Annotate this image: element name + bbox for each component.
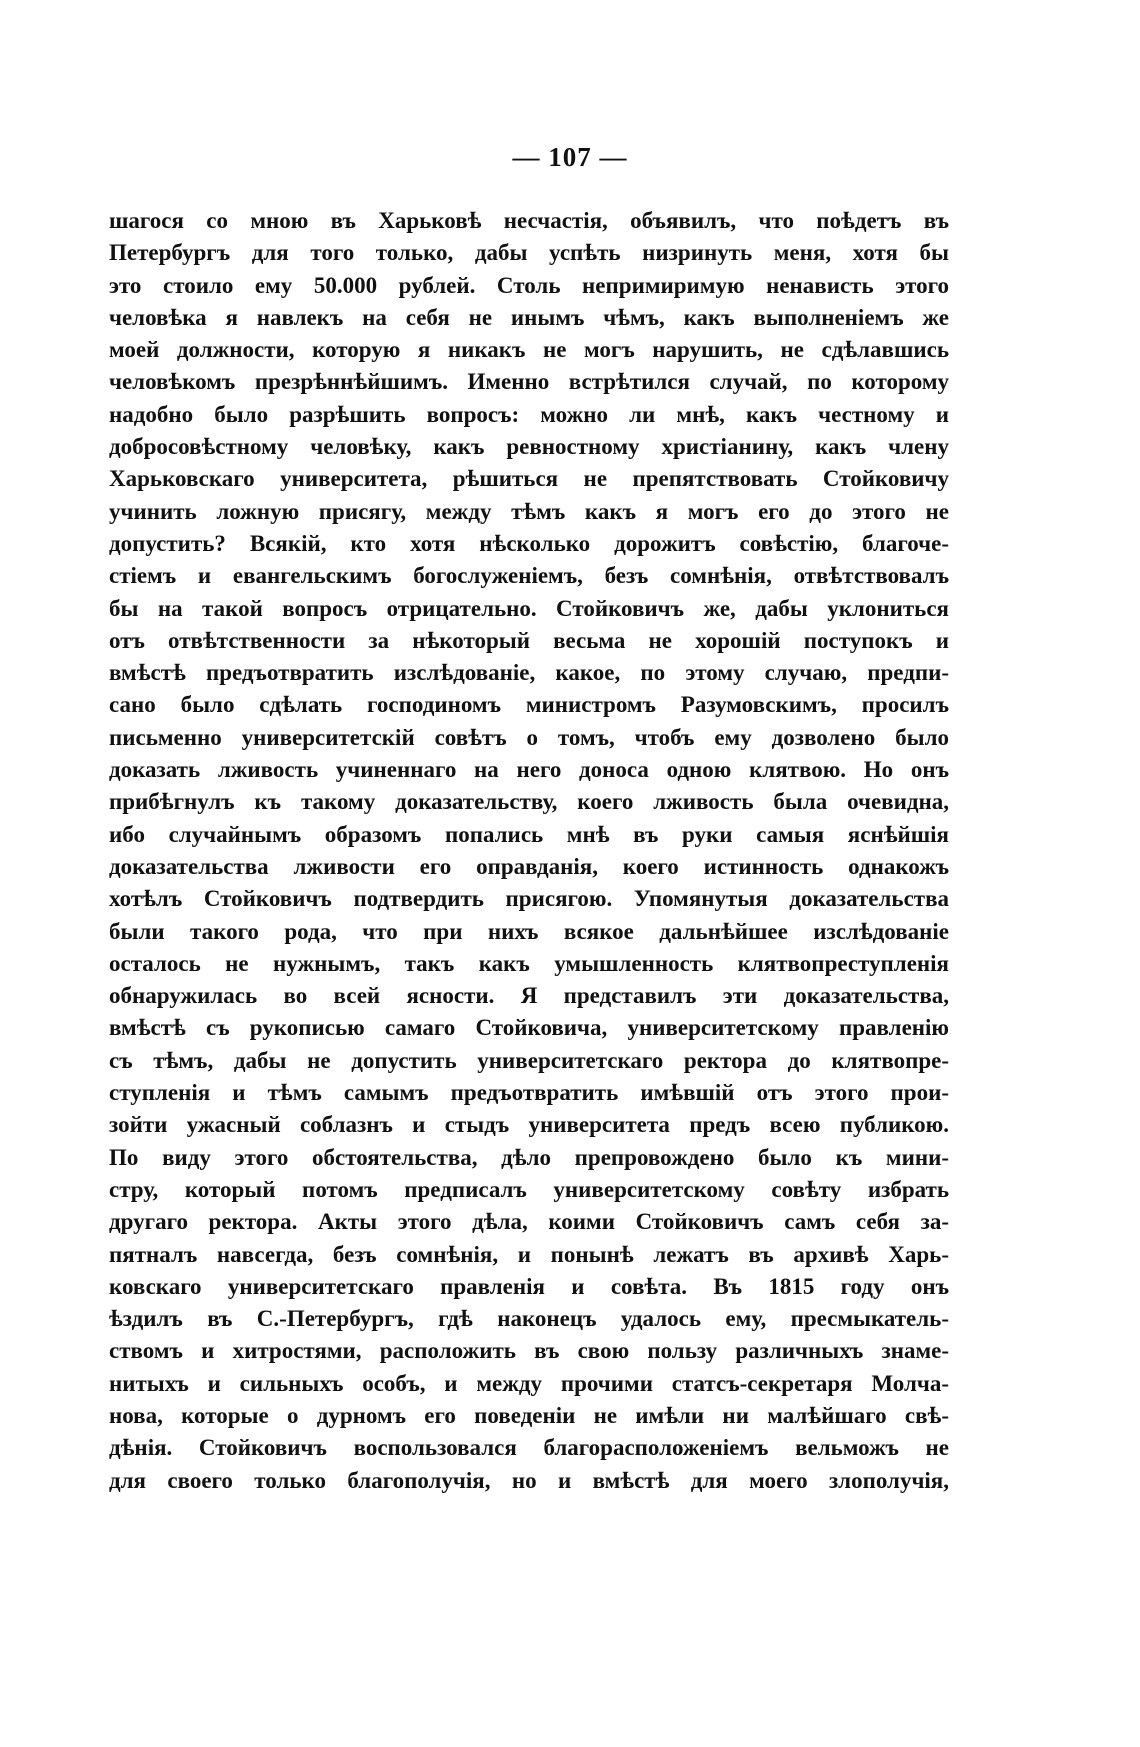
page-number: — 107 — — [512, 142, 628, 172]
text-line: бы на такой вопросъ отрицательно. Стойковичъ же, дабы уклониться — [109, 595, 949, 621]
text-line: письменно университетскій совѣтъ о томъ, чтобъ ему дозволено было — [109, 724, 949, 750]
text-line: моей должности, которую я никакъ не могъ нарушить, не сдѣлавшись — [109, 337, 949, 363]
body-text — [109, 205, 949, 1497]
text-line: хотѣлъ Стойковичъ подтвердить присягою. Упомянутыя доказательства — [109, 886, 949, 912]
text-line: дѣнія. Стойковичъ воспользовался благорасположеніемъ вельможъ не — [109, 1435, 949, 1461]
text-line: съ тѣмъ, дабы не допустить университетскаго ректора до клятвопре- — [109, 1047, 949, 1073]
text-line: ковскаго университетскаго правленія и совѣта. Въ 1815 году онъ — [109, 1273, 949, 1299]
text-line: человѣка я навлекъ на себя не инымъ чѣмъ, какъ выполненіемъ же — [109, 304, 949, 330]
text-line: вмѣстѣ съ рукописью самаго Стойковича, университетскому правленію — [109, 1015, 949, 1041]
text-line: были такого рода, что при нихъ всякое дальнѣйшее изслѣдованіе — [109, 918, 949, 944]
text-line: ѣздилъ въ С.-Петербургъ, гдѣ наконецъ удалось ему, пресмыкатель- — [109, 1306, 949, 1332]
text-line: ступленія и тѣмъ самымъ предъотвратить имѣвшій отъ этого прои- — [109, 1080, 949, 1106]
text-line: Петербургъ для того только, дабы успѣть низринуть меня, хотя бы — [109, 240, 949, 266]
text-line: учинить ложную присягу, между тѣмъ какъ я могъ его до этого не — [109, 498, 949, 524]
text-line: вмѣстѣ предъотвратить изслѣдованіе, какое, по этому случаю, предпи- — [109, 660, 949, 686]
text-line: добросовѣстному человѣку, какъ ревностному христіанину, какъ члену — [109, 434, 949, 460]
text-line: стру, который потомъ предписалъ университетскому совѣту избрать — [109, 1176, 949, 1202]
text-line: для своего только благополучія, но и вмѣстѣ для моего злополучія, — [109, 1467, 949, 1493]
text-line: прибѣгнулъ къ такому доказательству, коего лживость была очевидна, — [109, 789, 949, 815]
text-line: нова, которые о дурномъ его поведеніи не имѣли ни малѣйшаго свѣ- — [109, 1402, 949, 1428]
text-line: нитыхъ и сильныхъ особъ, и между прочими статсъ-секретаря Молча- — [109, 1370, 949, 1396]
text-line: ствомъ и хитростями, расположить въ свою пользу различныхъ знаме- — [109, 1338, 949, 1364]
text-line: Харьковскаго университета, рѣшиться не препятствовать Стойковичу — [109, 466, 949, 492]
text-line: По виду этого обстоятельства, дѣло препровождено было къ мини- — [109, 1144, 949, 1170]
text-line: доказать лживость учиненнаго на него доноса одною клятвою. Но онъ — [109, 757, 949, 783]
text-line: зойти ужасный соблазнъ и стыдъ университета предъ всею публикою. — [109, 1112, 949, 1138]
text-line: доказательства лживости его оправданія, коего истинность однакожъ — [109, 853, 949, 879]
text-line: допустить? Всякій, кто хотя нѣсколько дорожитъ совѣстію, благоче- — [109, 530, 949, 556]
text-line: надобно было разрѣшить вопросъ: можно ли мнѣ, какъ честному и — [109, 401, 949, 427]
text-line: отъ отвѣтственности за нѣкоторый весьма не хорошій поступокъ и — [109, 627, 949, 653]
text-line: шагося со мною въ Харьковѣ несчастія, объявилъ, что поѣдетъ въ — [109, 208, 949, 233]
text-line: пятналъ навсегда, безъ сомнѣнія, и понынѣ лежатъ въ архивѣ Харь- — [109, 1241, 949, 1267]
text-line: это стоило ему 50.000 рублей. Столь непримиримую ненависть этого — [109, 272, 949, 298]
text-line: обнаружилась во всей ясности. Я представилъ эти доказательства, — [109, 983, 949, 1009]
text-line: осталось не нужнымъ, такъ какъ умышленность клятвопреступленія — [109, 950, 949, 976]
text-line: стіемъ и евангельскимъ богослуженіемъ, безъ сомнѣнія, отвѣтствовалъ — [109, 563, 949, 589]
text-line: другаго ректора. Акты этого дѣла, коими Стойковичъ самъ себя за- — [109, 1209, 949, 1235]
text-line: сано было сдѣлать господиномъ министромъ Разумовскимъ, просилъ — [109, 692, 949, 718]
text-line: человѣкомъ презрѣннѣйшимъ. Именно встрѣтился случай, по которому — [109, 369, 949, 395]
text-line: ибо случайнымъ образомъ попались мнѣ въ руки самыя яснѣйшія — [109, 821, 949, 847]
